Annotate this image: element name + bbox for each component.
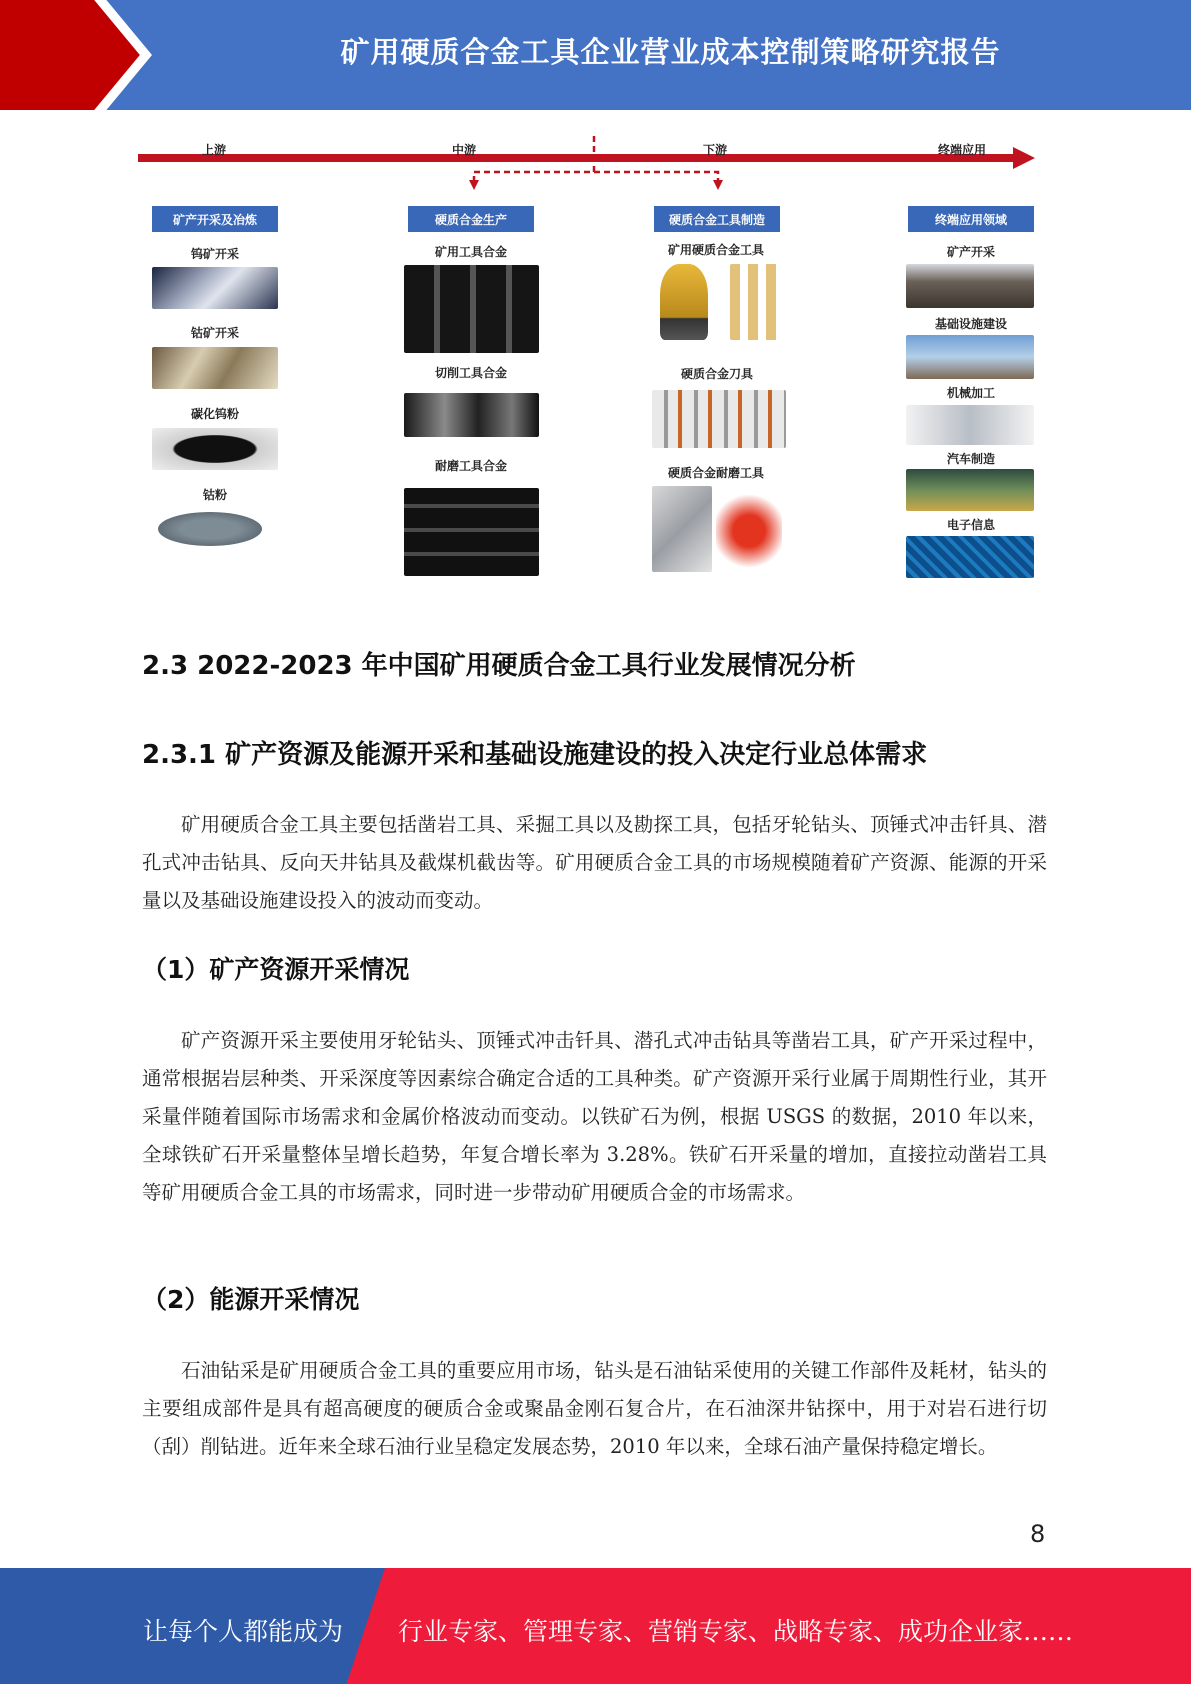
- tungsten-ore-image: [152, 267, 278, 309]
- caption-tungsten-mining: 钨矿开采: [190, 247, 239, 261]
- caption-mining-tool-alloy: 矿用工具合金: [434, 245, 507, 259]
- box-downstream: 硬质合金工具制造: [654, 206, 780, 232]
- section-heading-2-3-1: 2.3.1 矿产资源及能源开采和基础设施建设的投入决定行业总体需求: [142, 740, 928, 770]
- electronics-image: [906, 536, 1034, 578]
- box-upstream: 矿产开采及冶炼: [152, 206, 278, 232]
- subheading-energy-mining: （2）能源开采情况: [142, 1285, 360, 1314]
- wear-part-image: [652, 486, 712, 572]
- caption-machining: 机械加工: [946, 386, 995, 400]
- box-midstream: 硬质合金生产: [408, 206, 534, 232]
- machining-image: [906, 405, 1034, 445]
- cobalt-ore-image: [152, 347, 278, 389]
- infrastructure-image: [906, 335, 1034, 379]
- mining-alloy-image: [404, 265, 539, 353]
- wear-alloy-image: [404, 488, 539, 576]
- caption-cobalt-powder: 钴粉: [202, 488, 227, 502]
- footer-slogan-right: 行业专家、管理专家、营销专家、战略专家、成功企业家……: [398, 1617, 1074, 1646]
- stage-midstream: 中游: [452, 143, 477, 157]
- section-heading-2-3: 2.3 2022-2023 年中国矿用硬质合金工具行业发展情况分析: [142, 651, 856, 681]
- caption-auto-manufacturing: 汽车制造: [946, 452, 995, 466]
- cutting-tools-image: [652, 390, 786, 448]
- page-header: [0, 0, 1191, 110]
- chain-arrow: [138, 128, 1038, 198]
- caption-carbide-cutting-tools: 硬质合金刀具: [680, 367, 753, 381]
- stage-upstream: 上游: [202, 143, 227, 157]
- tungsten-powder-image: [152, 428, 278, 470]
- paragraph-intro: 矿用硬质合金工具主要包括凿岩工具、采掘工具以及勘探工具，包括牙轮钻头、顶锤式冲击钎具、潜孔式冲击钻具、反向天井钻具及截煤机截齿等。矿用硬质合金工具的市场规模随着矿产资源、能源的开采量以及基础设施建设投入的波动而变动。: [142, 813, 1047, 912]
- caption-infrastructure: 基础设施建设: [934, 317, 1007, 331]
- cutting-alloy-image: [404, 393, 539, 437]
- caption-wear-tool-alloy: 耐磨工具合金: [434, 459, 507, 473]
- box-terminal: 终端应用领域: [908, 206, 1034, 232]
- caption-cutting-tool-alloy: 切削工具合金: [434, 366, 507, 380]
- caption-mining: 矿产开采: [946, 245, 995, 259]
- header-title: 矿用硬质合金工具企业营业成本控制策略研究报告: [340, 35, 1001, 69]
- caption-tungsten-carbide-powder: 碳化钨粉: [190, 407, 239, 421]
- cobalt-powder-image: [158, 512, 262, 546]
- drill-bits-image: [730, 264, 780, 340]
- valve-image: [716, 490, 782, 572]
- mining-site-image: [906, 264, 1034, 308]
- industry-chain-diagram: [138, 128, 1038, 588]
- page-number: 8: [1030, 1520, 1046, 1548]
- header-red-arrow: [0, 0, 148, 110]
- caption-cobalt-mining: 钴矿开采: [190, 326, 239, 340]
- caption-mining-carbide-tools: 矿用硬质合金工具: [667, 243, 764, 257]
- subheading-mineral-mining: （1）矿产资源开采情况: [142, 955, 410, 984]
- stage-downstream: 下游: [703, 143, 728, 157]
- auto-factory-image: [906, 469, 1034, 511]
- footer-slogan-left: 让每个人都能成为: [143, 1617, 344, 1646]
- paragraph-mineral-mining: 矿产资源开采主要使用牙轮钻头、顶锤式冲击钎具、潜孔式冲击钻具等凿岩工具，矿产开采过程中，通常根据岩层种类、开采深度等因素综合确定合适的工具种类。矿产资源开采行业属于周期性行业，其开采量伴随着国际市场需求和金属价格波动而变动。以铁矿石为例，根据 USGS 的数据，2010 年以来，全球铁矿石开采量整体呈增长趋势，年复合增长率为 3.28%。铁矿石开采量的增加，直接拉动凿岩工具等矿用硬质合金工具的市场需求，同时进一步带动矿用硬质合金的市场需求。: [142, 1029, 1047, 1204]
- caption-electronics: 电子信息: [946, 518, 995, 532]
- caption-carbide-wear-tools: 硬质合金耐磨工具: [667, 466, 764, 480]
- page-footer: [0, 1568, 1191, 1684]
- tricone-bit-image: [660, 264, 708, 340]
- stage-terminal: 终端应用: [938, 143, 987, 157]
- paragraph-energy-mining: 石油钻采是矿用硬质合金工具的重要应用市场，钻头是石油钻采使用的关键工作部件及耗材，钻头的主要组成部件是具有超高硬度的硬质合金或聚晶金刚石复合片，在石油深井钻探中，用于对岩石进行切（刮）削钻进。近年来全球石油行业呈稳定发展态势，2010 年以来，全球石油产量保持稳定增长。: [142, 1359, 1047, 1458]
